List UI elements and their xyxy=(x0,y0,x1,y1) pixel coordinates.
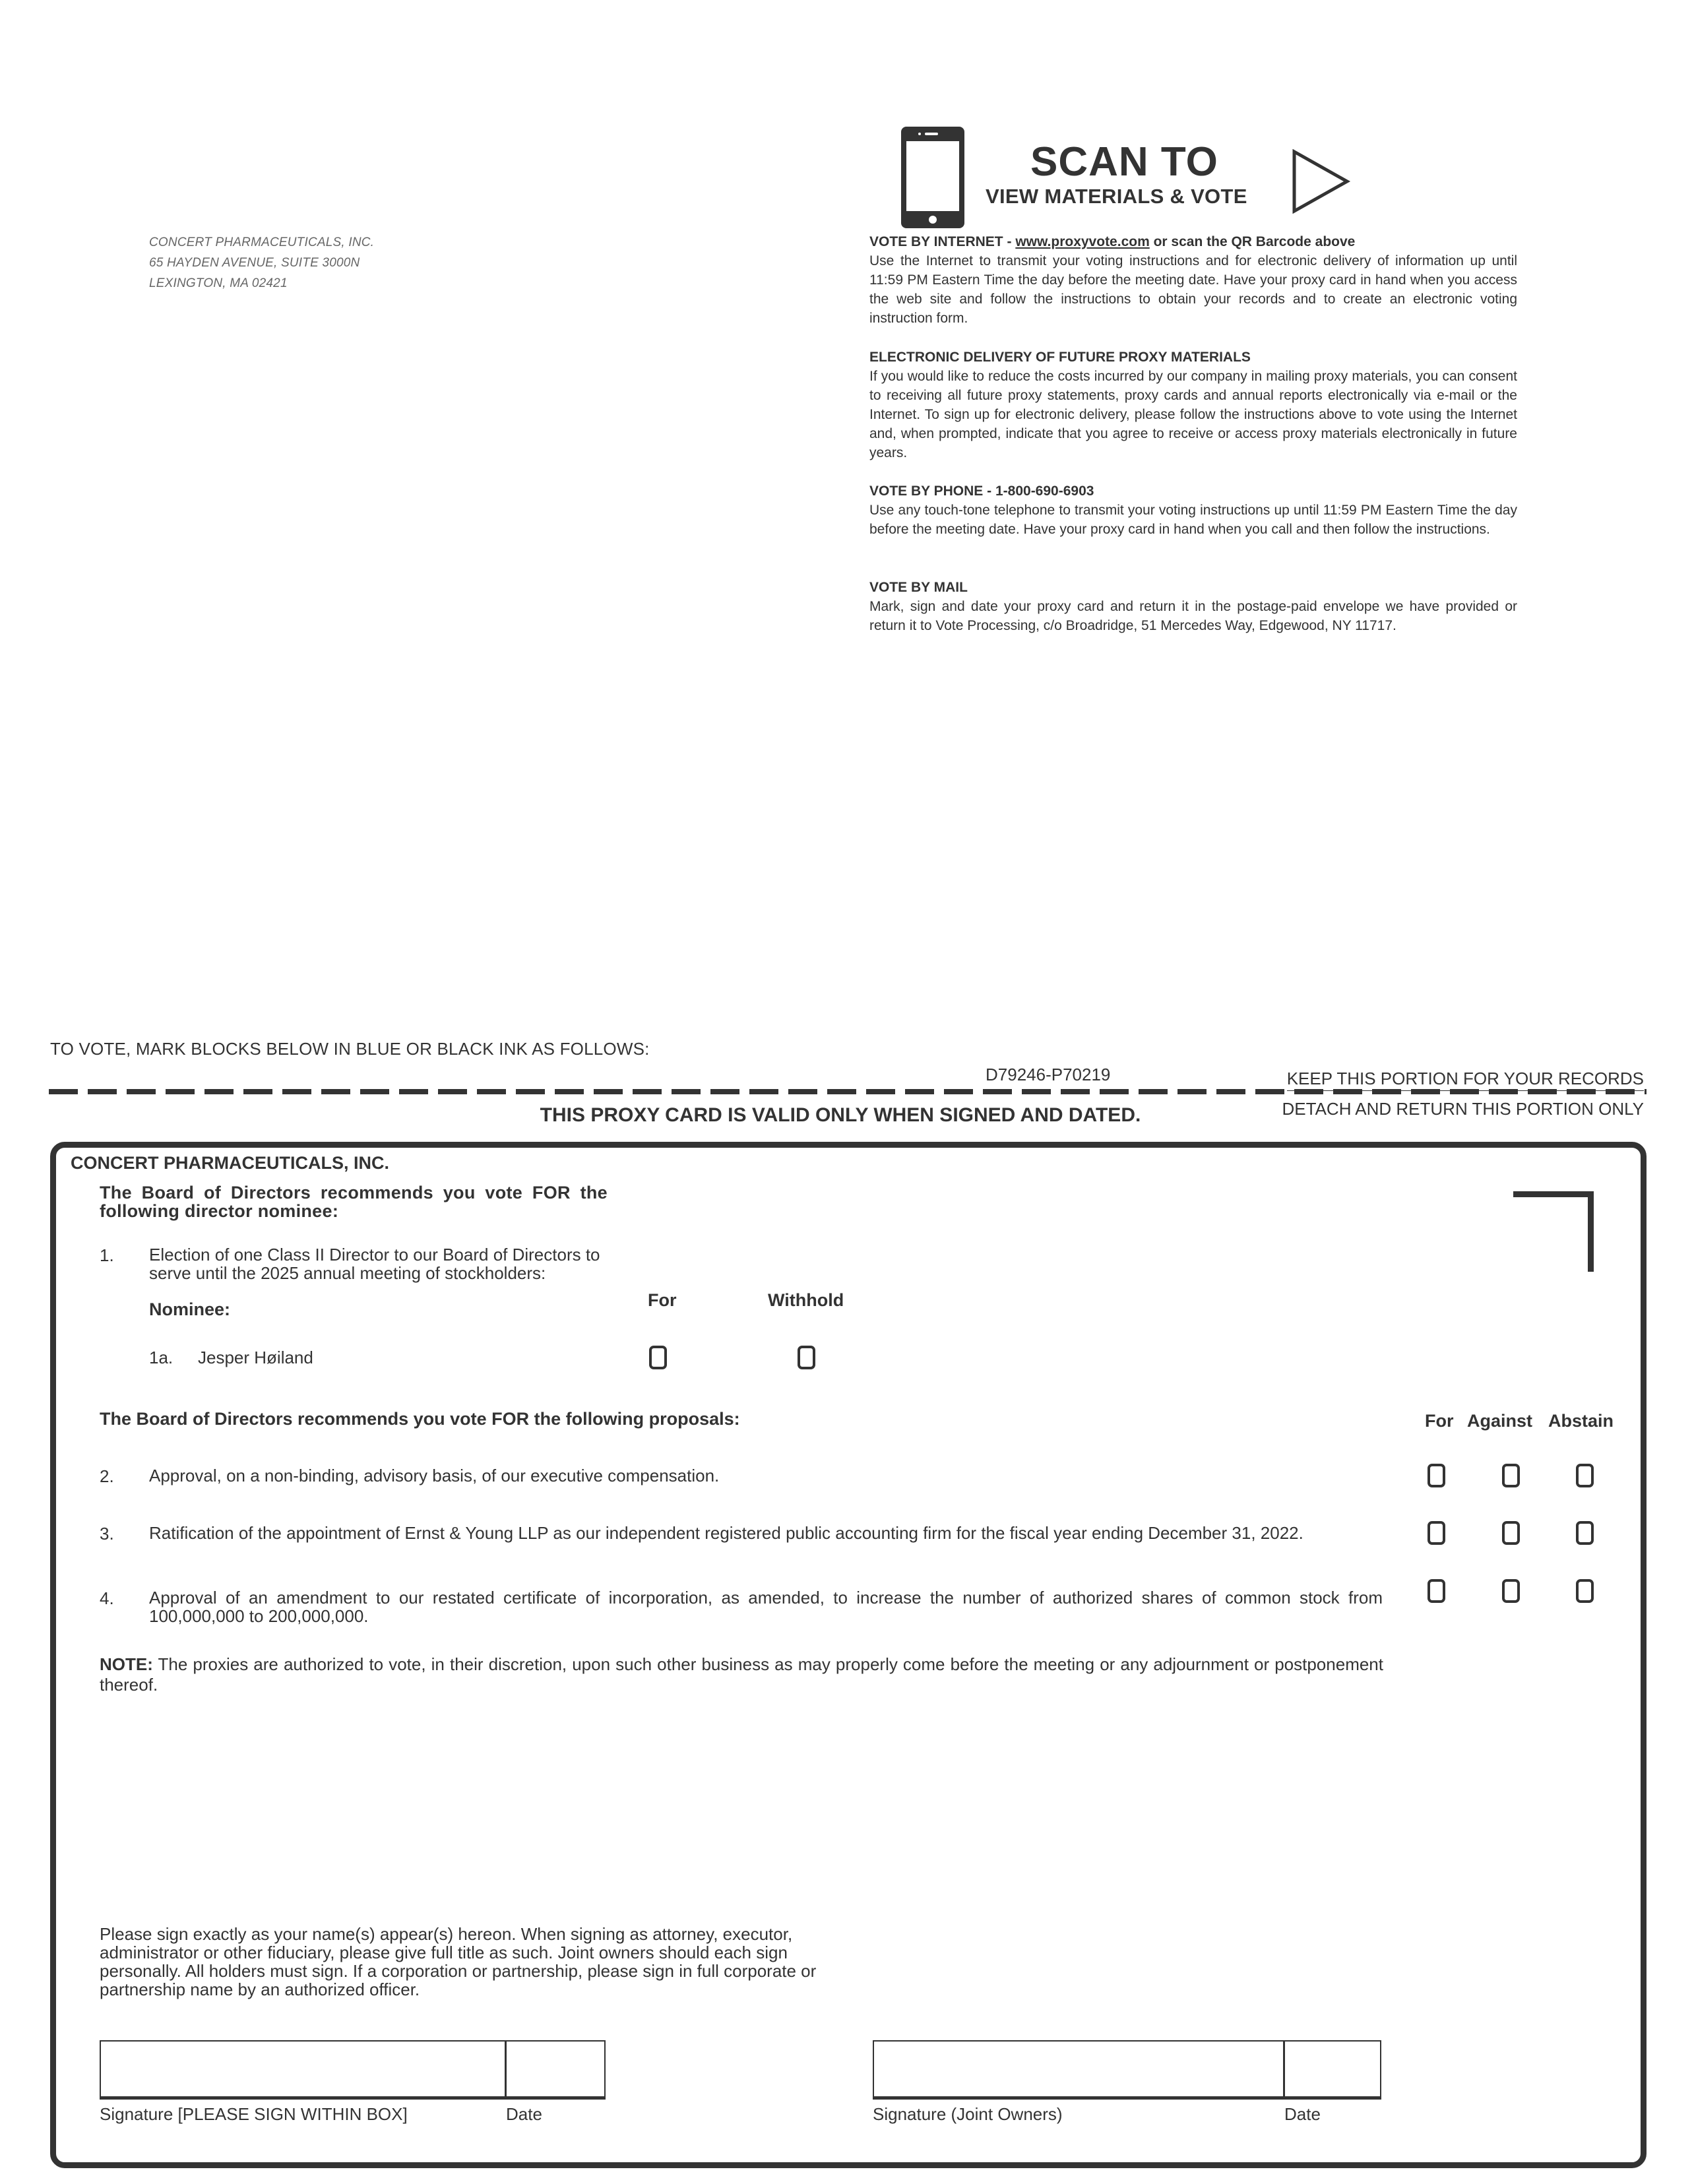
mark-instruction: TO VOTE, MARK BLOCKS BELOW IN BLUE OR BLACK INK AS FOLLOWS: xyxy=(50,1039,650,1059)
vote-by-phone-heading: VOTE BY PHONE - 1-800-690-6903 xyxy=(869,484,1094,499)
nominee-for-column: For xyxy=(648,1290,677,1310)
nominee-1a-withhold-checkbox[interactable] xyxy=(798,1346,815,1369)
electronic-delivery-body: If you would like to reduce the costs incurred by our company in mailing proxy materials, you can consent to receiving all future proxy statements, proxy cards and annual reports electronically via e-mail or the Internet. To sign up for electronic delivery, please follow the instructions above to vote using the Internet and, when prompted, indicate that you agree to receive or access proxy materials electronically in future years. xyxy=(869,369,1517,460)
proposal-4-against-checkbox[interactable] xyxy=(1502,1579,1520,1603)
nominee-1a-for-checkbox[interactable] xyxy=(649,1346,667,1369)
joint-signature-box[interactable] xyxy=(873,2040,1284,2100)
scan-title: SCAN TO xyxy=(1030,139,1218,185)
return-address xyxy=(149,232,374,294)
proxyvote-link[interactable]: www.proxyvote.com xyxy=(1015,234,1150,249)
vote-by-internet-heading: VOTE BY INTERNET - www.proxyvote.com or scan the QR Barcode above xyxy=(869,234,1356,249)
proposal-4-abstain-checkbox[interactable] xyxy=(1576,1579,1594,1603)
signing-instructions: Please sign exactly as your name(s) appear(s) hereon. When signing as attorney, executor, administrator or other fiduciary, please give full title as such. Joint owners should each sign personally. All holders must sign. If a corporation or partnership, please sign in full corporate or partnership name by an authorized officer. xyxy=(100,1924,817,1999)
joint-date-box[interactable] xyxy=(1284,2040,1381,2100)
proposal-3-abstain-checkbox[interactable] xyxy=(1576,1521,1594,1545)
vote-by-internet-section xyxy=(869,232,1517,328)
return-city: LEXINGTON, MA 02421 xyxy=(149,276,288,290)
proposal-4-for-checkbox[interactable] xyxy=(1427,1579,1445,1603)
keep-portion-label: KEEP THIS PORTION FOR YOUR RECORDS xyxy=(1287,1069,1644,1091)
detach-portion-label: DETACH AND RETURN THIS PORTION ONLY xyxy=(1282,1099,1644,1119)
detach-perforation-line xyxy=(49,1089,1647,1094)
vote-by-phone-section xyxy=(869,482,1517,539)
proposal-2-number: 2. xyxy=(100,1466,114,1486)
proposal-3-number: 3. xyxy=(100,1524,114,1544)
proposal-for-column: For xyxy=(1425,1411,1454,1431)
control-number: D79246-P70219 xyxy=(986,1065,1111,1084)
proposal-against-column: Against xyxy=(1467,1411,1533,1431)
smartphone-icon xyxy=(900,125,966,230)
signature-label: Signature [PLEASE SIGN WITHIN BOX] xyxy=(100,2104,408,2124)
return-street: 65 HAYDEN AVENUE, SUITE 3000N xyxy=(149,256,360,270)
proposal-4-text: Approval of an amendment to our restated certificate of incorporation, as amended, to increase the number of authorized shares of common stock from 100,000,000 to 200,000,000. xyxy=(149,1588,1383,1626)
joint-date-label: Date xyxy=(1284,2104,1321,2124)
date-box[interactable] xyxy=(506,2040,606,2100)
vote-by-phone-body: Use any touch-tone telephone to transmit your voting instructions up until 11:59 PM Eastern Time the day before the meeting date. Have your proxy card in hand when you call and then follow the instructions. xyxy=(869,503,1517,537)
proposal-4-number: 4. xyxy=(100,1588,114,1608)
valid-notice: THIS PROXY CARD IS VALID ONLY WHEN SIGNED AND DATED. xyxy=(540,1104,1141,1126)
proposal-2-for-checkbox[interactable] xyxy=(1427,1464,1445,1487)
date-label: Date xyxy=(506,2104,542,2124)
return-company: CONCERT PHARMACEUTICALS, INC. xyxy=(149,235,375,249)
note-text: The proxies are authorized to vote, in their discretion, upon such other business as may properly come before the meeting or any adjournment or postponement thereof. xyxy=(100,1654,1383,1695)
ballot-company-name: CONCERT PHARMACEUTICALS, INC. xyxy=(71,1153,389,1173)
play-arrow-icon xyxy=(1292,149,1351,214)
electronic-delivery-section xyxy=(869,348,1517,462)
director-recommendation: The Board of Directors recommends you vote FOR the following director nominee: xyxy=(100,1183,608,1221)
signature-box[interactable] xyxy=(100,2040,506,2100)
proposal-2-text: Approval, on a non-binding, advisory basis, of our executive compensation. xyxy=(149,1466,720,1485)
registration-corner-mark xyxy=(1513,1191,1594,1272)
proposal-1-number: 1. xyxy=(100,1245,114,1265)
scan-subtitle: VIEW MATERIALS & VOTE xyxy=(986,185,1247,208)
proposal-2-abstain-checkbox[interactable] xyxy=(1576,1464,1594,1487)
proposal-1-text: Election of one Class II Director to our Board of Directors to serve until the 2025 annual meeting of stockholders: xyxy=(149,1245,600,1283)
proposal-3-against-checkbox[interactable] xyxy=(1502,1521,1520,1545)
proposal-3-text: Ratification of the appointment of Ernst & Young LLP as our independent registered public accounting firm for the fiscal year ending December 31, 2022. xyxy=(149,1523,1303,1543)
nominee-name: Jesper Høiland xyxy=(198,1348,313,1367)
nominee-heading: Nominee: xyxy=(149,1299,231,1319)
note-label: NOTE: xyxy=(100,1654,153,1674)
electronic-delivery-heading: ELECTRONIC DELIVERY OF FUTURE PROXY MATERIALS xyxy=(869,350,1251,365)
vote-by-mail-heading: VOTE BY MAIL xyxy=(869,580,968,595)
joint-signature-label: Signature (Joint Owners) xyxy=(873,2104,1063,2124)
vote-by-mail-section xyxy=(869,578,1517,635)
vote-by-internet-body: Use the Internet to transmit your voting instructions and for electronic delivery of information up until 11:59 PM Eastern Time the day before the meeting date. Have your proxy card in hand when you access the web site and follow the instructions to obtain your records and to create an electronic voting instruction form. xyxy=(869,253,1517,326)
proposals-recommendation: The Board of Directors recommends you vote FOR the following proposals: xyxy=(100,1409,740,1429)
proposal-2-against-checkbox[interactable] xyxy=(1502,1464,1520,1487)
proposal-3-for-checkbox[interactable] xyxy=(1427,1521,1445,1545)
nominee-number: 1a. xyxy=(149,1348,173,1367)
proxy-note xyxy=(100,1654,1383,1695)
vote-by-mail-body: Mark, sign and date your proxy card and return it in the postage-paid envelope we have provided or return it to Vote Processing, c/o Broadridge, 51 Mercedes Way, Edgewood, NY 11717. xyxy=(869,599,1517,633)
proposal-abstain-column: Abstain xyxy=(1548,1411,1614,1431)
nominee-withhold-column: Withhold xyxy=(768,1290,844,1310)
